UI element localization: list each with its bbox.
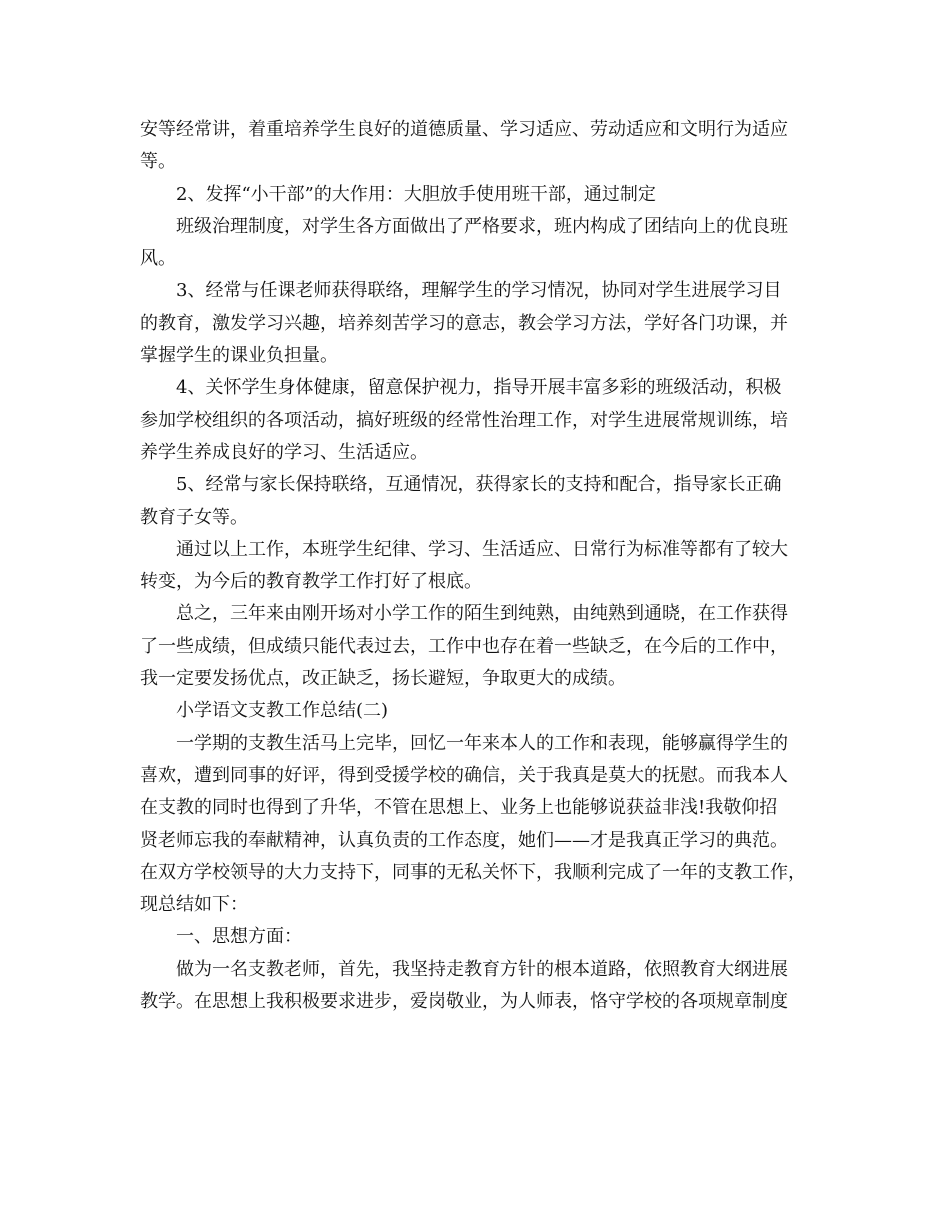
text-line: 在双方学校领导的大力支持下，同事的无私关怀下，我顺利完成了一年的支教工作，	[140, 861, 806, 883]
text-line: 总之，三年来由刚开场对小学工作的陌生到纯熟，由纯熟到通晓，在工作获得	[176, 603, 788, 625]
text-line: 贤老师忘我的奉献精神，认真负责的工作态度，她们——才是我真正学习的典范。	[140, 829, 788, 851]
text-line: 等。	[140, 151, 176, 173]
text-line: 做为一名支教老师，首先，我坚持走教育方针的根本道路，依照教育大纲进展	[176, 958, 788, 980]
text-line: 的教育，激发学习兴趣，培养刻苦学习的意志，教会学习方法，学好各门功课，并	[140, 312, 788, 334]
text-line: 班级治理制度，对学生各方面做出了严格要求，班内构成了团结向上的优良班	[176, 215, 788, 237]
text-line: 安等经常讲，着重培养学生良好的道德质量、学习适应、劳动适应和文明行为适应	[140, 119, 788, 140]
text-line: 现总结如下：	[140, 894, 248, 916]
text-line: 掌握学生的课业负担量。	[140, 345, 338, 367]
text-line: 2、发挥“小干部”的大作用：大胆放手使用班干部，通过制定	[176, 183, 656, 205]
text-line: 养学生养成良好的学习、生活适应。	[140, 441, 428, 463]
text-line: 小学语文支教工作总结(二)	[176, 700, 389, 722]
text-line: 教育子女等。	[140, 506, 248, 528]
text-line: 5、经常与家长保持联络，互通情况，获得家长的支持和配合，指导家长正确	[176, 474, 782, 496]
document-body	[140, 114, 840, 1018]
text-line: 3、经常与任课老师获得联络，理解学生的学习情况，协同对学生进展学习目	[176, 280, 782, 302]
text-line: 4、关怀学生身体健康，留意保护视力，指导开展丰富多彩的班级活动，积极	[176, 377, 782, 399]
text-line: 我一定要发扬优点，改正缺乏，扬长避短，争取更大的成绩。	[140, 668, 626, 690]
text-line: 参加学校组织的各项活动，搞好班级的经常性治理工作，对学生进展常规训练，培	[140, 409, 788, 431]
text-line: 风。	[140, 248, 176, 270]
text-line: 在支教的同时也得到了升华，不管在思想上、业务上也能够说获益非浅!我敬仰招	[140, 797, 778, 819]
text-line: 一、思想方面：	[176, 926, 302, 948]
text-line: 转变，为今后的教育教学工作打好了根底。	[140, 571, 482, 593]
text-line: 了一些成绩，但成绩只能代表过去，工作中也存在着一些缺乏，在今后的工作中，	[140, 635, 788, 657]
text-line: 通过以上工作，本班学生纪律、学习、生活适应、日常行为标准等都有了较大	[176, 538, 788, 560]
text-line: 一学期的支教生活马上完毕，回忆一年来本人的工作和表现，能够赢得学生的	[176, 732, 788, 754]
text-line: 喜欢，遭到同事的好评，得到受援学校的确信，关于我真是莫大的抚慰。而我本人	[140, 764, 788, 786]
text-line: 教学。在思想上我积极要求进步，爱岗敬业，为人师表，恪守学校的各项规章制度	[140, 991, 788, 1013]
